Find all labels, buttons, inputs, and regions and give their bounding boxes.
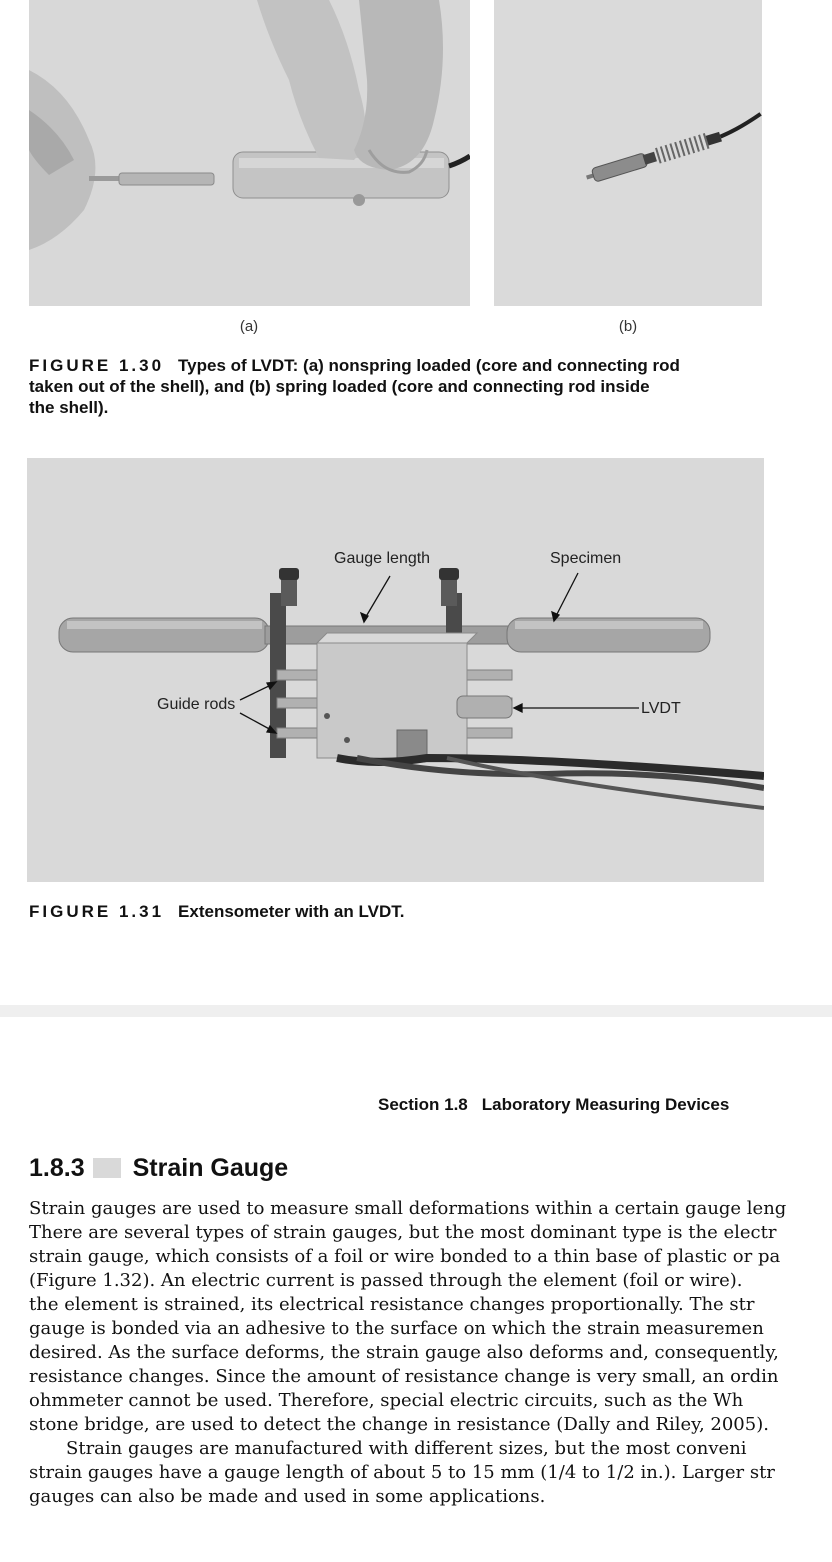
section-title: Strain Gauge xyxy=(132,1154,289,1182)
paragraph-line: stone bridge, are used to detect the change in resistance (Dally and Riley, 2005). xyxy=(29,1414,769,1435)
figure-1-30a-label: (a) xyxy=(239,318,259,335)
lvdt-nonspring-illustration xyxy=(29,0,470,306)
figure-1-30-caption xyxy=(29,355,789,418)
section-number: 1.8.3 xyxy=(29,1154,85,1182)
caption-text: Extensometer with an LVDT. xyxy=(178,902,405,921)
paragraph-line: There are several types of strain gauges, but the most dominant type is the electr xyxy=(29,1222,777,1243)
paragraph-line: strain gauges have a gauge length of about 5 to 15 mm (1/4 to 1/2 in.). Larger str xyxy=(29,1462,775,1483)
caption-text: Types of LVDT: (a) nonspring loaded (core and connecting rod xyxy=(178,356,680,375)
extensometer-illustration xyxy=(27,458,764,882)
paragraph-line: Strain gauges are manufactured with different sizes, but the most conveni xyxy=(66,1438,747,1459)
paragraph-line: gauges can also be made and used in some applications. xyxy=(29,1486,546,1507)
paragraph-line: ohmmeter cannot be used. Therefore, special electric circuits, such as the Wh xyxy=(29,1390,744,1411)
label-specimen: Specimen xyxy=(550,550,622,567)
paragraph-line: (Figure 1.32). An electric current is passed through the element (foil or wire). xyxy=(29,1270,743,1291)
section-marker xyxy=(93,1158,121,1178)
paragraph-line: gauge is bonded via an adhesive to the surface on which the strain measuremen xyxy=(29,1318,764,1339)
figure-number: FIGURE 1.30 xyxy=(29,356,165,375)
caption-line: taken out of the shell), and (b) spring loaded (core and connecting rod inside xyxy=(29,377,650,396)
paragraph-line: the element is strained, its electrical resistance changes proportionally. The str xyxy=(29,1294,755,1315)
figure-1-30b-label: (b) xyxy=(618,318,638,335)
lvdt-spring-illustration xyxy=(494,0,762,306)
caption-line: the shell). xyxy=(29,398,109,417)
body-text xyxy=(29,1197,832,1509)
figure-1-30b-photo xyxy=(494,0,762,306)
label-guide-rods: Guide rods xyxy=(157,696,236,713)
running-head-section: Section 1.8 xyxy=(378,1095,468,1114)
label-gauge-length: Gauge length xyxy=(334,550,431,567)
paragraph-line: resistance changes. Since the amount of resistance change is very small, an ordin xyxy=(29,1366,779,1387)
figure-number: FIGURE 1.31 xyxy=(29,902,165,921)
running-head-title: Laboratory Measuring Devices xyxy=(481,1095,730,1114)
paragraph-line: strain gauge, which consists of a foil or wire bonded to a thin base of plastic or pa xyxy=(29,1246,781,1267)
figure-1-31-caption xyxy=(29,901,789,922)
paragraph-line: Strain gauges are used to measure small deformations within a certain gauge leng xyxy=(29,1198,787,1219)
figure-1-30a-photo xyxy=(29,0,470,306)
page-separator xyxy=(0,1005,832,1017)
section-heading xyxy=(29,1154,288,1183)
label-lvdt: LVDT xyxy=(641,700,681,717)
page-bottom xyxy=(0,1017,832,1562)
caption-line xyxy=(29,355,789,376)
running-head xyxy=(378,1095,729,1115)
figure-1-31-photo xyxy=(27,458,764,882)
paragraph-line: desired. As the surface deforms, the strain gauge also deforms and, consequently, xyxy=(29,1342,779,1363)
